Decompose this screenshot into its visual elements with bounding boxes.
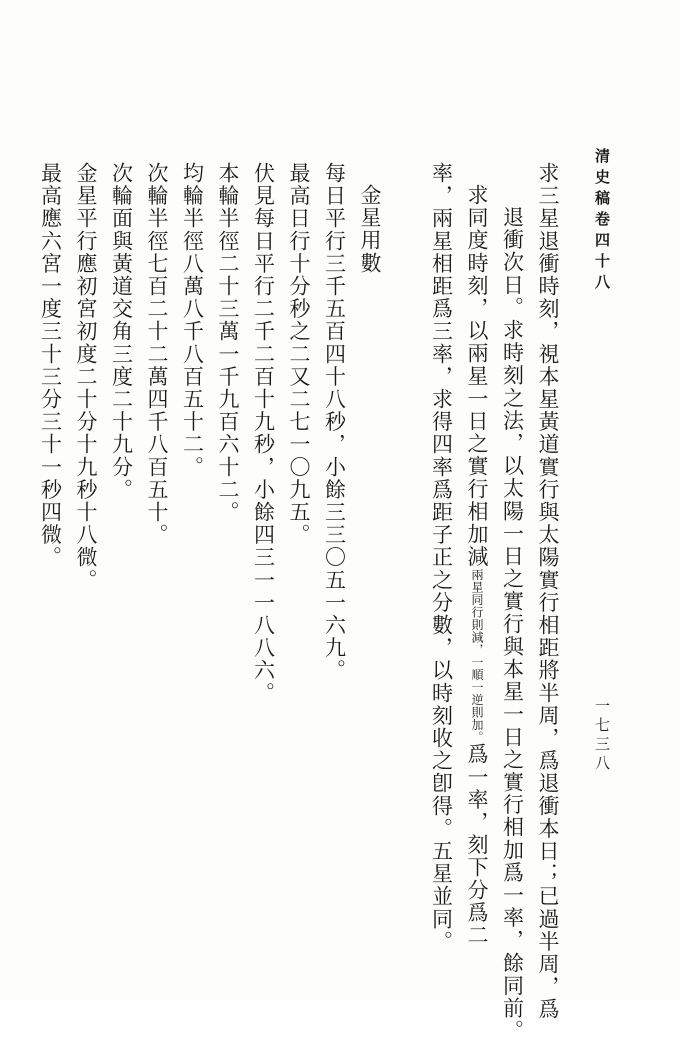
text-line-3 bbox=[459, 162, 495, 962]
text-line-6: 最高日行十分秒之二又二七一〇九五。 bbox=[287, 162, 311, 547]
text-line-2: 退衝次日。求時刻之法，以太陽一日之實行與本星一日之實行相加爲一率，餘同前。 bbox=[500, 206, 525, 1042]
text-line-8: 本輪半徑二十三萬一千九百六十二。 bbox=[216, 162, 240, 524]
text-line-5: 每日平行三千五百四十八秒，小餘三三〇五一六九。 bbox=[322, 162, 347, 682]
text-line-12: 金星平行應初宮初度二十分十九秒十八微。 bbox=[74, 162, 98, 592]
body-text bbox=[32, 162, 565, 1042]
interlinear-note: 兩星同行則減，一順一逆則加。 bbox=[470, 568, 484, 744]
text-line-9: 均輪半徑八萬八千八百五十二。 bbox=[180, 162, 205, 479]
text-line-11: 次輪面與黃道交角三度二十九分。 bbox=[109, 162, 134, 501]
section-title: 金星用數 bbox=[358, 184, 382, 275]
text-line-3-tail: 爲一率，刻下分爲二 bbox=[465, 743, 489, 947]
running-header: 清史稿卷四十八 bbox=[593, 148, 611, 295]
text-line-10: 次輪半徑七百二十二萬四千八百五十。 bbox=[145, 162, 169, 547]
section-gap bbox=[387, 162, 423, 962]
text-line-4: 率，兩星相距爲三率，求得四率爲距子正之分數，以時刻收之卽得。五星並同。 bbox=[429, 162, 454, 953]
text-line-13: 最高應六宮一度三十三分三十一秒四微。 bbox=[38, 162, 63, 569]
text-line-1: 求三星退衝時刻，視本星黃道實行與太陽實行相距將半周，爲退衝本日；已過半周，爲 bbox=[536, 162, 560, 1021]
text-line-3-main: 求同度時刻，以兩星一日之實行相加減 bbox=[465, 184, 489, 569]
page-number: 一七三八 bbox=[593, 698, 611, 774]
text-line-7: 伏見每日平行二千二百十九秒，小餘四三一一八八六。 bbox=[251, 162, 276, 705]
